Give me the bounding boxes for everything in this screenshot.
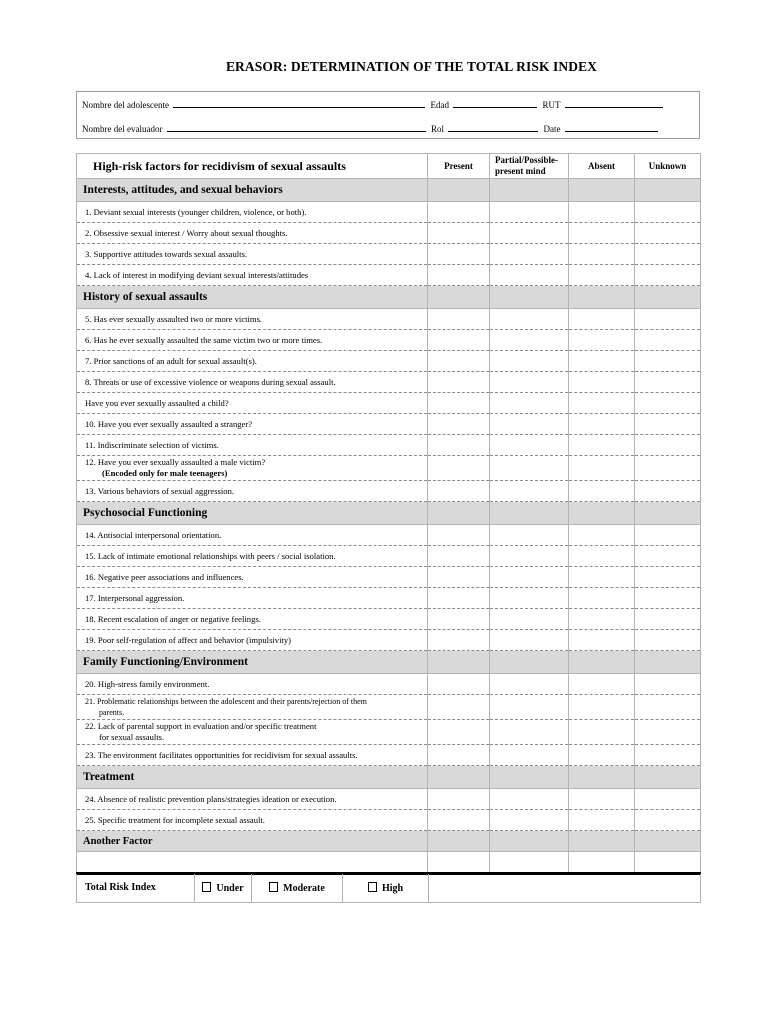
factor-label: 25. Specific treatment for incomplete sexual assault.: [77, 810, 428, 831]
present-cell[interactable]: [428, 456, 490, 481]
present-cell[interactable]: [428, 674, 490, 695]
absent-cell[interactable]: [569, 393, 635, 414]
checkbox-icon[interactable]: [202, 882, 211, 892]
section-interests: [77, 179, 701, 202]
date-label: Date: [543, 124, 561, 134]
adolescent-name-label: Nombre del adolescente: [82, 100, 169, 110]
partial-cell[interactable]: [490, 720, 569, 745]
present-cell[interactable]: [428, 609, 490, 630]
factor-label: 7. Prior sanctions of an adult for sexual assault(s).: [77, 351, 428, 372]
present-cell[interactable]: [428, 414, 490, 435]
total-risk-notes[interactable]: [429, 874, 701, 902]
section-cell: [428, 179, 490, 202]
section-cell: [569, 831, 635, 852]
unknown-cell[interactable]: [635, 435, 701, 456]
factor-label: 16. Negative peer associations and influences.: [77, 567, 428, 588]
factor-label: [77, 695, 428, 720]
present-cell[interactable]: [428, 435, 490, 456]
header-absent: Absent: [569, 154, 635, 179]
partial-cell[interactable]: [490, 223, 569, 244]
factor-label-note: (Encoded only for male teenagers): [102, 468, 228, 478]
section-cell: [569, 766, 635, 789]
present-cell[interactable]: [428, 244, 490, 265]
unknown-cell[interactable]: [635, 393, 701, 414]
checkbox-icon[interactable]: [269, 882, 278, 892]
factor-label: 15. Lack of intimate emotional relationships with peers / social isolation.: [77, 546, 428, 567]
moderate-option[interactable]: [252, 874, 343, 902]
table-row: [77, 588, 701, 609]
present-cell[interactable]: [428, 546, 490, 567]
table-row: [77, 330, 701, 351]
partial-cell[interactable]: [490, 588, 569, 609]
absent-cell[interactable]: [569, 609, 635, 630]
table-row: [77, 720, 701, 745]
partial-cell[interactable]: [490, 745, 569, 766]
factor-label: 11. Indiscriminate selection of victims.: [77, 435, 428, 456]
partial-cell[interactable]: [490, 351, 569, 372]
absent-cell[interactable]: [569, 456, 635, 481]
header-partial-line1: Partial/Possible-: [495, 155, 558, 165]
table-row: [77, 202, 701, 223]
unknown-cell[interactable]: [635, 265, 701, 286]
table-row: [77, 609, 701, 630]
partial-cell[interactable]: [490, 630, 569, 651]
present-cell[interactable]: [428, 852, 490, 874]
unknown-cell[interactable]: [635, 720, 701, 745]
factor-label: 17. Interpersonal aggression.: [77, 588, 428, 609]
factor-label: 18. Recent escalation of anger or negative feelings.: [77, 609, 428, 630]
present-cell[interactable]: [428, 720, 490, 745]
table-row: [77, 309, 701, 330]
another-factor-field[interactable]: [77, 852, 428, 874]
table-row: [77, 393, 701, 414]
unknown-cell[interactable]: [635, 695, 701, 720]
unknown-cell[interactable]: [635, 223, 701, 244]
absent-cell[interactable]: [569, 372, 635, 393]
factor-label: [77, 720, 428, 745]
present-cell[interactable]: [428, 789, 490, 810]
present-cell[interactable]: [428, 393, 490, 414]
factor-label: 24. Absence of realistic prevention plans/strategies ideation or execution.: [77, 789, 428, 810]
present-cell[interactable]: [428, 330, 490, 351]
absent-cell[interactable]: [569, 630, 635, 651]
high-option[interactable]: [343, 874, 429, 902]
section-title: Interests, attitudes, and sexual behaviors: [77, 179, 428, 202]
rut-field[interactable]: [565, 98, 663, 108]
table-row: [77, 546, 701, 567]
present-cell[interactable]: [428, 810, 490, 831]
total-risk-row: [77, 874, 701, 902]
factor-label: 6. Has he ever sexually assaulted the same victim two or more times.: [77, 330, 428, 351]
section-psychosocial: [77, 502, 701, 525]
present-cell[interactable]: [428, 351, 490, 372]
section-cell: [490, 286, 569, 309]
partial-cell[interactable]: [490, 810, 569, 831]
factor-label-line1: 21. Problematic relationships between the adolescent and their parents/rejection of them: [85, 697, 367, 706]
section-treatment: [77, 766, 701, 789]
absent-cell[interactable]: [569, 244, 635, 265]
partial-cell[interactable]: [490, 309, 569, 330]
form-title: ERASOR: DETERMINATION OF THE TOTAL RISK INDEX: [225, 59, 598, 74]
risk-factors-table: [76, 153, 701, 875]
section-cell: [569, 502, 635, 525]
absent-cell[interactable]: [569, 265, 635, 286]
factor-label: 10. Have you ever sexually assaulted a stranger?: [77, 414, 428, 435]
factor-label: 23. The environment facilitates opportunities for recidivism for sexual assaults.: [77, 745, 428, 766]
header-partial: [490, 154, 569, 179]
partial-cell[interactable]: [490, 372, 569, 393]
total-risk-label: Total Risk Index: [77, 874, 195, 902]
section-cell: [569, 651, 635, 674]
partial-cell[interactable]: [490, 414, 569, 435]
table-row: [77, 852, 701, 874]
unknown-cell[interactable]: [635, 481, 701, 502]
unknown-cell[interactable]: [635, 609, 701, 630]
present-cell[interactable]: [428, 630, 490, 651]
section-cell: [490, 502, 569, 525]
absent-cell[interactable]: [569, 720, 635, 745]
table-row: [77, 674, 701, 695]
partial-cell[interactable]: [490, 481, 569, 502]
age-field[interactable]: [453, 98, 537, 108]
section-cell: [428, 502, 490, 525]
table-row: [77, 223, 701, 244]
table-row: [77, 414, 701, 435]
partial-cell[interactable]: [490, 674, 569, 695]
absent-cell[interactable]: [569, 546, 635, 567]
table-row: [77, 630, 701, 651]
absent-cell[interactable]: [569, 481, 635, 502]
section-title: Family Functioning/Environment: [77, 651, 428, 674]
checkbox-icon[interactable]: [368, 882, 377, 892]
table-row: [77, 481, 701, 502]
factor-label: Have you ever sexually assaulted a child?: [77, 393, 428, 414]
partial-cell[interactable]: [490, 852, 569, 874]
table-row: [77, 372, 701, 393]
section-cell: [569, 179, 635, 202]
section-cell: [428, 766, 490, 789]
unknown-cell[interactable]: [635, 674, 701, 695]
rut-label: RUT: [542, 100, 561, 110]
section-cell: [635, 286, 701, 309]
present-cell[interactable]: [428, 567, 490, 588]
partial-cell[interactable]: [490, 202, 569, 223]
header-unknown: Unknown: [635, 154, 701, 179]
unknown-cell[interactable]: [635, 414, 701, 435]
absent-cell[interactable]: [569, 852, 635, 874]
present-cell[interactable]: [428, 265, 490, 286]
partial-cell[interactable]: [490, 244, 569, 265]
section-cell: [635, 831, 701, 852]
absent-cell[interactable]: [569, 435, 635, 456]
absent-cell[interactable]: [569, 695, 635, 720]
partial-cell[interactable]: [490, 265, 569, 286]
unknown-cell[interactable]: [635, 202, 701, 223]
evaluator-name-field[interactable]: [167, 122, 426, 132]
factor-label: 2. Obsessive sexual interest / Worry about sexual thoughts.: [77, 223, 428, 244]
role-field[interactable]: [448, 122, 538, 132]
header-partial-line2: present mind: [495, 166, 546, 176]
table-row: [77, 745, 701, 766]
info-line-adolescent: [82, 98, 666, 110]
total-risk-table: [76, 874, 701, 903]
under-option[interactable]: [195, 874, 252, 902]
partial-cell[interactable]: [490, 456, 569, 481]
absent-cell[interactable]: [569, 309, 635, 330]
table-row: [77, 695, 701, 720]
partial-cell[interactable]: [490, 789, 569, 810]
section-cell: [490, 831, 569, 852]
factor-label: 13. Various behaviors of sexual aggression.: [77, 481, 428, 502]
absent-cell[interactable]: [569, 351, 635, 372]
factor-label-line2: for sexual assaults.: [99, 732, 165, 742]
present-cell[interactable]: [428, 223, 490, 244]
unknown-cell[interactable]: [635, 630, 701, 651]
section-history: [77, 286, 701, 309]
present-cell[interactable]: [428, 309, 490, 330]
section-cell: [635, 766, 701, 789]
table-row: [77, 525, 701, 546]
evaluator-name-label: Nombre del evaluador: [82, 124, 163, 134]
unknown-cell[interactable]: [635, 810, 701, 831]
unknown-cell[interactable]: [635, 309, 701, 330]
factor-label: 19. Poor self-regulation of affect and behavior (impulsivity): [77, 630, 428, 651]
absent-cell[interactable]: [569, 810, 635, 831]
header-present: Present: [428, 154, 490, 179]
section-family: [77, 651, 701, 674]
unknown-cell[interactable]: [635, 525, 701, 546]
unknown-cell[interactable]: [635, 852, 701, 874]
partial-cell[interactable]: [490, 546, 569, 567]
partial-cell[interactable]: [490, 609, 569, 630]
section-cell: [428, 831, 490, 852]
section-cell: [428, 651, 490, 674]
partial-cell[interactable]: [490, 525, 569, 546]
moderate-label: Moderate: [283, 882, 325, 894]
present-cell[interactable]: [428, 481, 490, 502]
table-header-row: [77, 154, 701, 179]
absent-cell[interactable]: [569, 745, 635, 766]
present-cell[interactable]: [428, 525, 490, 546]
section-cell: [569, 286, 635, 309]
absent-cell[interactable]: [569, 525, 635, 546]
present-cell[interactable]: [428, 588, 490, 609]
table-row: [77, 456, 701, 481]
section-cell: [428, 286, 490, 309]
unknown-cell[interactable]: [635, 372, 701, 393]
absent-cell[interactable]: [569, 588, 635, 609]
table-row: [77, 567, 701, 588]
absent-cell[interactable]: [569, 202, 635, 223]
table-row: [77, 265, 701, 286]
section-cell: [490, 651, 569, 674]
factor-label: 20. High-stress family environment.: [77, 674, 428, 695]
section-cell: [635, 651, 701, 674]
unknown-cell[interactable]: [635, 244, 701, 265]
unknown-cell[interactable]: [635, 588, 701, 609]
table-row: [77, 244, 701, 265]
absent-cell[interactable]: [569, 674, 635, 695]
partial-cell[interactable]: [490, 330, 569, 351]
factor-label-line2: parents.: [99, 708, 125, 717]
table-row: [77, 351, 701, 372]
partial-cell[interactable]: [490, 393, 569, 414]
section-title: Treatment: [77, 766, 428, 789]
section-cell: [490, 766, 569, 789]
section-cell: [635, 179, 701, 202]
section-cell: [635, 502, 701, 525]
partial-cell[interactable]: [490, 435, 569, 456]
section-another-factor: [77, 831, 701, 852]
role-label: Rol: [430, 124, 444, 134]
partial-cell[interactable]: [490, 567, 569, 588]
factor-label: 5. Has ever sexually assaulted two or more victims.: [77, 309, 428, 330]
high-label: High: [381, 882, 404, 894]
under-label: Under: [216, 882, 244, 894]
table-row: [77, 435, 701, 456]
table-row: [77, 810, 701, 831]
section-title: Another Factor: [77, 831, 428, 852]
age-label: Edad: [430, 100, 449, 110]
unknown-cell[interactable]: [635, 789, 701, 810]
factor-label-line1: 12. Have you ever sexually assaulted a male victim?: [85, 457, 266, 467]
section-title: History of sexual assaults: [77, 286, 428, 309]
unknown-cell[interactable]: [635, 546, 701, 567]
present-cell[interactable]: [428, 745, 490, 766]
present-cell[interactable]: [428, 372, 490, 393]
unknown-cell[interactable]: [635, 456, 701, 481]
absent-cell[interactable]: [569, 789, 635, 810]
header-factor: High-risk factors for recidivism of sexual assaults: [77, 154, 428, 179]
factor-label: 8. Threats or use of excessive violence or weapons during sexual assault.: [77, 372, 428, 393]
factor-label: 4. Lack of interest in modifying deviant sexual interests/attitudes: [77, 265, 428, 286]
factor-label: 14. Antisocial interpersonal orientation.: [77, 525, 428, 546]
identification-box: [76, 91, 700, 139]
info-line-evaluator: [82, 122, 661, 134]
unknown-cell[interactable]: [635, 567, 701, 588]
unknown-cell[interactable]: [635, 351, 701, 372]
adolescent-name-field[interactable]: [173, 98, 425, 108]
absent-cell[interactable]: [569, 567, 635, 588]
absent-cell[interactable]: [569, 414, 635, 435]
section-cell: [490, 179, 569, 202]
factor-label: [77, 456, 428, 481]
absent-cell[interactable]: [569, 330, 635, 351]
present-cell[interactable]: [428, 695, 490, 720]
factor-label: 3. Supportive attitudes towards sexual assaults.: [77, 244, 428, 265]
present-cell[interactable]: [428, 202, 490, 223]
table-row: [77, 789, 701, 810]
partial-cell[interactable]: [490, 695, 569, 720]
unknown-cell[interactable]: [635, 745, 701, 766]
absent-cell[interactable]: [569, 223, 635, 244]
unknown-cell[interactable]: [635, 330, 701, 351]
factor-label: 1. Deviant sexual interests (younger children, violence, or both).: [77, 202, 428, 223]
factor-label-line1: 22. Lack of parental support in evaluation and/or specific treatment: [85, 721, 317, 731]
date-field[interactable]: [565, 122, 658, 132]
section-title: Psychosocial Functioning: [77, 502, 428, 525]
